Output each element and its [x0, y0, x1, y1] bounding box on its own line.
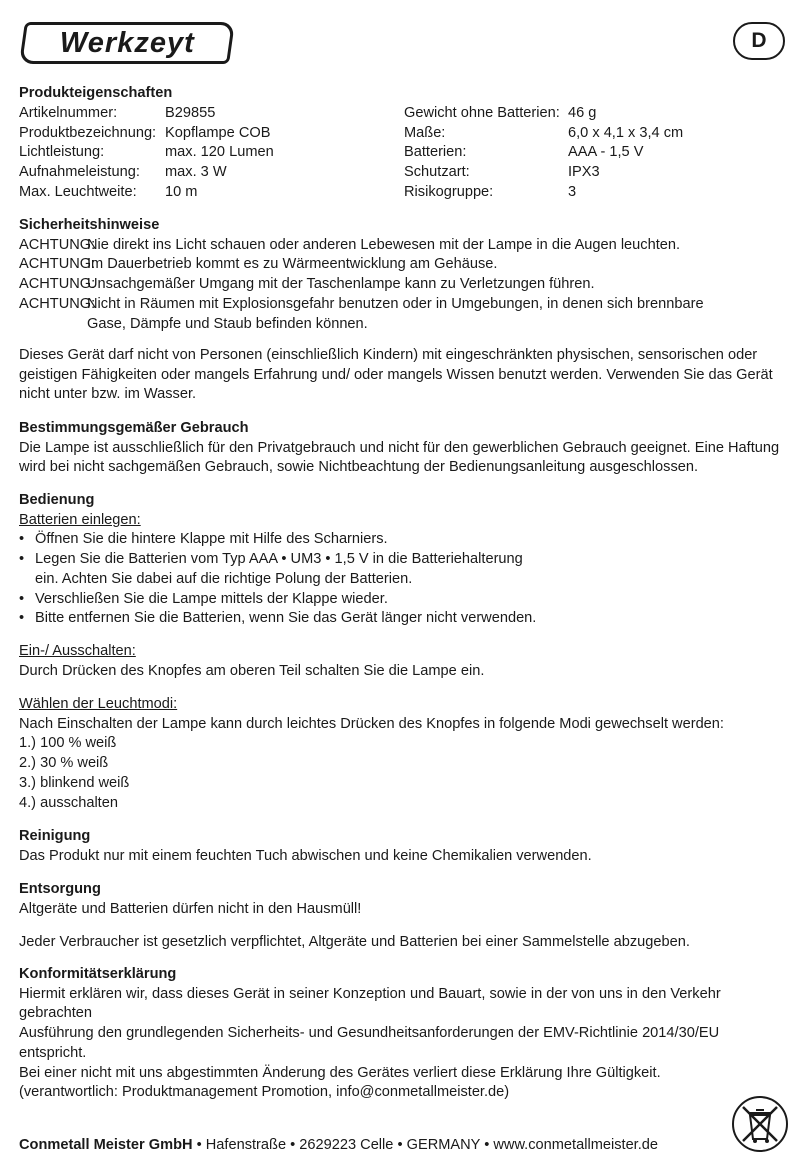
list-item: 2.) 30 % weiß — [19, 755, 109, 772]
spec-label: Aufnahmeleistung: — [19, 164, 140, 181]
spec-label: Risikogruppe: — [404, 183, 494, 200]
battery-steps-list — [19, 530, 789, 629]
spec-value: B29855 — [165, 105, 216, 121]
conformity-title: Konformitätserklärung — [19, 966, 177, 982]
operation-section — [19, 491, 789, 629]
spec-label: Batterien: — [404, 144, 467, 161]
conformity-line: (verantwortlich: Produktmanagement Promotion, info@conmetallmeister.de) — [19, 1084, 510, 1101]
spec-value: Kopflampe COB — [165, 124, 271, 141]
list-item: 3.) blinkend weiß — [19, 774, 130, 791]
conformity-line: Hiermit erklären wir, dass dieses Gerät in seiner Konzeption und Bauart, sowie in der von uns in den Verkehr gebrachten — [19, 985, 721, 1022]
spec-label: Artikelnummer: — [19, 105, 118, 121]
spec-value: 3 — [568, 183, 577, 200]
language-badge: D — [733, 22, 785, 60]
warning-label: ACHTUNG: — [19, 295, 96, 312]
list-item: • Verschließen Sie die Lampe mittels der Klappe wieder. — [19, 590, 789, 610]
list-item: 4.) ausschalten — [19, 794, 118, 811]
spec-value: max. 120 Lumen — [165, 144, 274, 161]
list-item: • Bitte entfernen Sie die Batterien, wenn Sie das Gerät länger nicht verwenden. — [19, 609, 789, 629]
warning-text: Nie direkt ins Licht schauen oder anderen Lebewesen mit der Lampe in die Augen leuchten. — [87, 236, 681, 253]
operation-title: Bedienung — [19, 492, 95, 508]
spec-label: Maße: — [404, 124, 446, 141]
warning-item — [19, 236, 789, 256]
intended-use-text: Die Lampe ist ausschließlich für den Privatgebrauch und nicht für den gewerblichen Gebrauch geeignet. Eine Haftung wird bei nicht sachgemäßen Gebrauch, sowie Nichtbeachtung der Bedienungsanleitung ausgeschlossen. — [19, 439, 780, 476]
warning-text: Nicht in Räumen mit Explosionsgefahr benutzen oder in Umgebungen, in denen sich brennbare Gase, Dämpfe und Staub befinden können. — [87, 295, 704, 332]
safety-section — [19, 216, 789, 334]
cleaning-title: Reinigung — [19, 828, 91, 844]
disposal-text-1: Altgeräte und Batterien dürfen nicht in den Hausmüll! — [19, 900, 362, 917]
conformity-line: Bei einer nicht mit uns abgestimmten Änderung des Gerätes verliert diese Erklärung Ihre Gültigkeit. — [19, 1064, 661, 1081]
modes-subtitle: Wählen der Leuchtmodi: — [19, 696, 178, 712]
switch-subtitle: Ein-/ Ausschalten: — [19, 643, 136, 659]
list-item: • Öffnen Sie die hintere Klappe mit Hilfe des Scharniers. — [19, 530, 789, 550]
disposal-text-2: Jeder Verbraucher ist gesetzlich verpflichtet, Altgeräte und Batterien bei einer Sammelstelle abzugeben. — [19, 934, 690, 951]
spec-label: Max. Leuchtweite: — [19, 183, 137, 200]
spec-label: Produktbezeichnung: — [19, 124, 157, 141]
warning-item — [19, 275, 789, 295]
spec-value: AAA - 1,5 V — [568, 144, 644, 161]
batteries-subtitle: Batterien einlegen: — [19, 511, 141, 528]
conformity-section — [19, 965, 789, 1103]
warning-label: ACHTUNG: — [19, 276, 96, 293]
spec-value: 46 g — [568, 105, 597, 121]
list-item: • Legen Sie die Batterien vom Typ AAA • UM3 • 1,5 V in die Batteriehalterung ein. Achten Sie dabei auf die richtige Polung der Batterien. — [19, 550, 545, 589]
warning-label: ACHTUNG: — [19, 236, 96, 253]
specs-right-table — [404, 104, 683, 202]
footer-address: • Hafenstraße • 2629223 Celle • GERMANY • www.conmetallmeister.de — [192, 1137, 659, 1153]
intended-use-section — [19, 419, 789, 478]
cleaning-text: Das Produkt nur mit einem feuchten Tuch abwischen und keine Chemikalien verwenden. — [19, 847, 592, 864]
footer — [19, 1137, 658, 1153]
spec-value: max. 3 W — [165, 164, 227, 181]
safety-note: Dieses Gerät darf nicht von Personen (einschließlich Kindern) mit eingeschränkten physischen, sensorischen oder geistigen Fähigkeiten oder mangels Erfahrung und/ oder mangels Wissen benutzt werden. Verwenden Sie das Gerät nicht unter bzw. im Wasser. — [19, 347, 773, 403]
spec-label: Gewicht ohne Batterien: — [404, 105, 560, 121]
safety-title: Sicherheitshinweise — [19, 217, 160, 233]
brand-logo — [19, 22, 235, 64]
list-item: 1.) 100 % weiß — [19, 735, 117, 752]
spec-label: Lichtleistung: — [19, 144, 105, 161]
disposal-section — [19, 880, 789, 953]
brand-name: Werkzeyt — [59, 26, 195, 59]
spec-value: 6,0 x 4,1 x 3,4 cm — [568, 124, 684, 141]
warning-text: Unsachgemäßer Umgang mit der Taschenlampe kann zu Verletzungen führen. — [87, 276, 595, 293]
specs-left-table — [19, 104, 274, 202]
switch-section — [19, 642, 789, 681]
crossed-bin-icon — [731, 1095, 789, 1153]
intended-use-title: Bestimmungsgemäßer Gebrauch — [19, 420, 249, 436]
switch-text: Durch Drücken des Knopfes am oberen Teil schalten Sie die Lampe ein. — [19, 662, 485, 679]
warning-text: Im Dauerbetrieb kommt es zu Wärmeentwicklung am Gehäuse. — [87, 256, 498, 273]
cleaning-section — [19, 827, 789, 866]
warning-item — [19, 255, 789, 275]
warning-item — [19, 295, 789, 334]
specs-title: Produkteigenschaften — [19, 85, 173, 101]
conformity-line: Ausführung den grundlegenden Sicherheits- und Gesundheitsanforderungen der EMV-Richtlinie 2014/30/EU entspricht. — [19, 1025, 720, 1061]
spec-value: IPX3 — [568, 164, 600, 181]
footer-company: Conmetall Meister GmbH — [19, 1137, 193, 1153]
disposal-title: Entsorgung — [19, 881, 101, 897]
modes-intro: Nach Einschalten der Lampe kann durch leichtes Drücken des Knopfes in folgende Modi gewechselt werden: — [19, 715, 724, 732]
modes-section — [19, 695, 789, 813]
spec-label: Schutzart: — [404, 164, 470, 181]
spec-value: 10 m — [165, 183, 198, 200]
warning-label: ACHTUNG: — [19, 256, 96, 273]
